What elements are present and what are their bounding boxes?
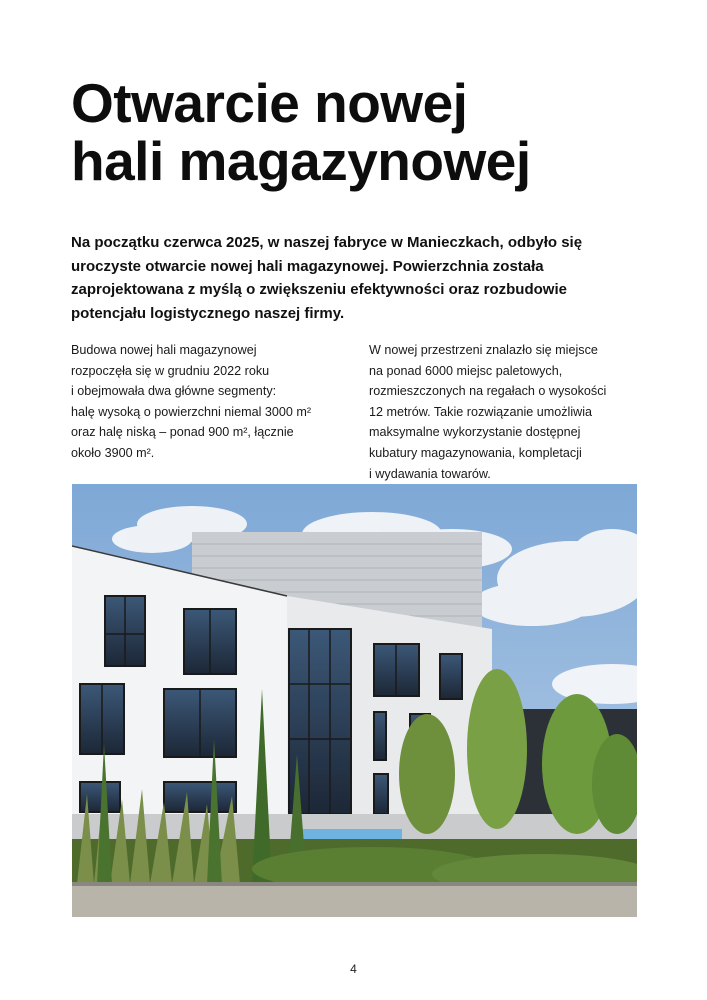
text-line: maksymalne wykorzystanie dostępnej: [369, 425, 581, 440]
warehouse-building-photo: [72, 484, 637, 917]
text-line: rozpoczęła się w grudniu 2022 roku: [71, 363, 270, 378]
text-line: około 3900 m².: [71, 445, 155, 460]
text-line: na ponad 6000 miejsc paletowych,: [369, 363, 563, 378]
text-line: i wydawania towarów.: [369, 466, 491, 481]
text-line: kubatury magazynowania, kompletacji: [369, 445, 582, 460]
body-column-left: [71, 340, 341, 464]
page-title-line-1: Otwarcie nowej: [71, 72, 468, 134]
text-line: W nowej przestrzeni znalazło się miejsce: [369, 343, 598, 357]
text-line: i obejmowała dwa główne segmenty:: [71, 384, 277, 399]
text-line: oraz halę niską – ponad 900 m², łącznie: [71, 425, 294, 440]
text-line: halę wysoką o powierzchni niemal 3000 m²: [71, 404, 312, 419]
curb: [72, 882, 637, 886]
gravel-bed: [72, 884, 637, 917]
page-title: [71, 74, 651, 190]
parking-marking: [292, 829, 402, 839]
page-number: 4: [350, 962, 357, 976]
text-line: Budowa nowej hali magazynowej: [71, 343, 257, 357]
page-title-line-2: hali magazynowej: [71, 130, 531, 192]
body-column-right: [369, 340, 639, 484]
text-line: rozmieszczonych na regałach o wysokości: [369, 384, 607, 399]
lead-paragraph: Na początku czerwca 2025, w naszej fabryce w Manieczkach, odbyło się uroczyste otwarcie nowej hali magazynowej. Powierzchnia została zaprojektowana z myślą o zwiększeniu efektywności oraz rozbudowie potencjału logistycznego naszej firmy.: [71, 234, 583, 322]
text-line: 12 metrów. Takie rozwiązanie umożliwia: [369, 404, 593, 419]
